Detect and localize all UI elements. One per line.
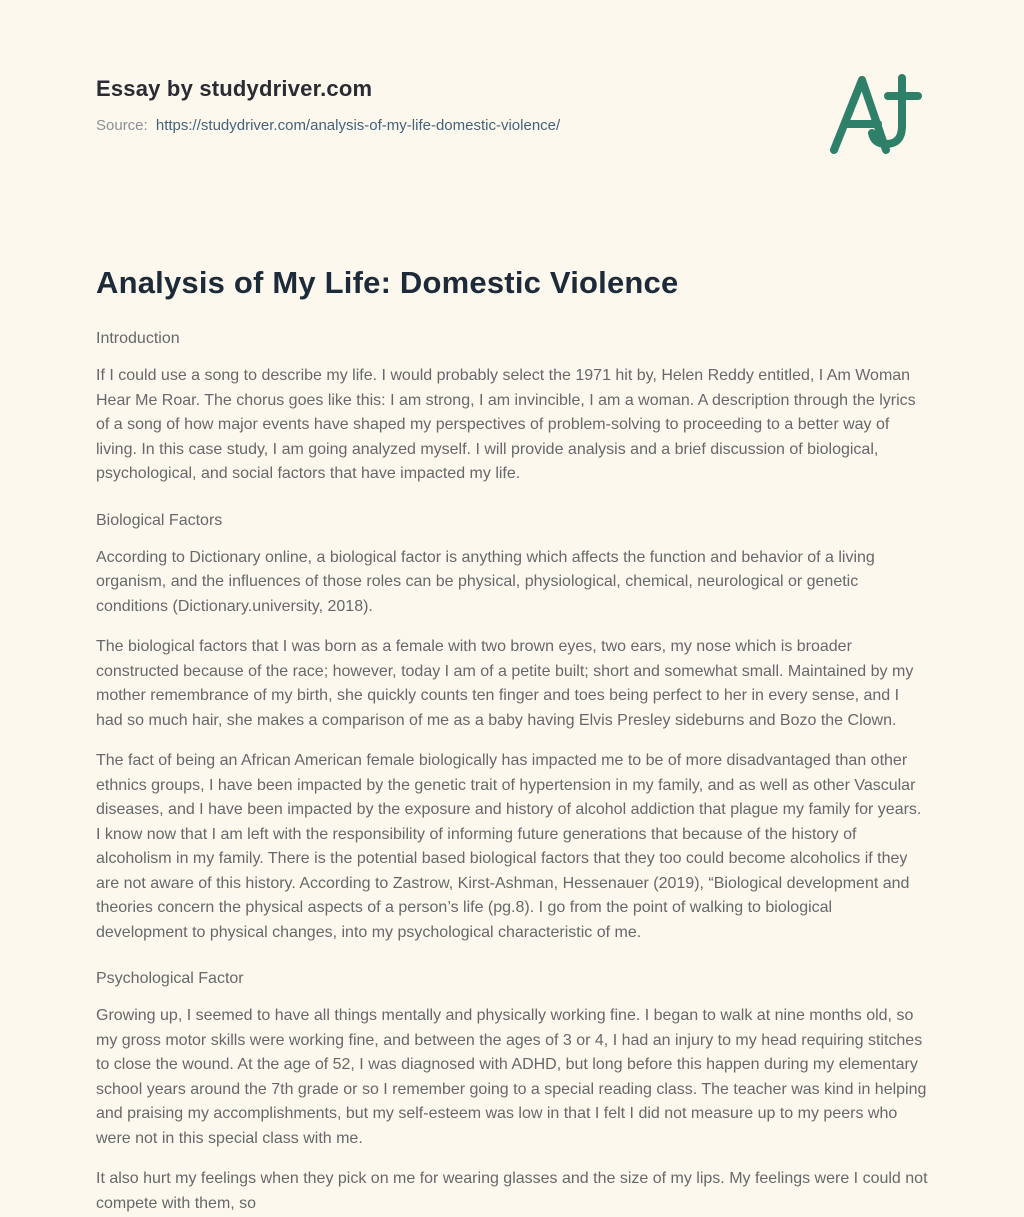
- essay-by-heading: Essay by studydriver.com: [96, 76, 373, 101]
- header-meta: [96, 76, 560, 134]
- section-heading: Biological Factors: [96, 511, 223, 529]
- source-label: Source:: [96, 117, 148, 134]
- paragraph: The biological factors that I was born as a female with two brown eyes, two ears, my nose which is broader constructed because of the race; however, today I am of a petite built; short and somewhat small. Maintained by my mother remembrance of my birth, she quickly counts ten finger and toes being perfect to her in every sense, and I had so much hair, she makes a comparison of me as a baby having Elvis Presley sideburns and Bozo the Clown.: [96, 638, 914, 729]
- paragraph: If I could use a song to describe my life. I would probably select the 1971 hit by, Helen Reddy entitled, I Am Woman Hear Me Roar. The chorus goes like this: I am strong, I am invincible, I am a woman. A description through the lyrics of a song of how major events have shaped my perspectives of problem-solving to proceeding to a better way of living. In this case study, I am going analyzed myself. I will provide analysis and a brief discussion of biological, psychological, and social factors that have impacted my life.: [96, 367, 916, 482]
- essay-body: [96, 265, 928, 1216]
- page-header: [96, 0, 928, 163]
- paragraph: Growing up, I seemed to have all things mentally and physically working fine. I began to walk at nine months old, so my gross motor skills were working fine, and between the ages of 3 or 4, I had an injury to my head requiring stitches to close the wound. At the age of 52, I was diagnosed with ADHD, but long before this happen during my elementary school years around the 7th grade or so I remember going to a special reading class. The teacher was kind in helping and praising my accomplishments, but my self-esteem was low in that I felt I did not measure up to my peers who were not in this special class with me.: [96, 1007, 927, 1147]
- essay-title: Analysis of My Life: Domestic Violence: [96, 265, 679, 300]
- section-heading: Psychological Factor: [96, 970, 244, 987]
- studydriver-logo-icon: [826, 70, 926, 163]
- section-introduction: [96, 330, 928, 487]
- source-line: [96, 117, 560, 134]
- paragraph: It also hurt my feelings when they pick on me for wearing glasses and the size of my lips. My feelings were I could not compete with them, so: [96, 1170, 928, 1212]
- source-url-link[interactable]: https://studydriver.com/analysis-of-my-life-domestic-violence/: [155, 117, 561, 134]
- section-psychological-factor: [96, 970, 928, 1216]
- section-heading: Introduction: [96, 330, 180, 347]
- section-biological-factors: [96, 512, 928, 946]
- paragraph: The fact of being an African American female biologically has impacted me to be of more disadvantaged than other ethnics groups, I have been impacted by the genetic trait of hypertension in my family, and as well as other Vascular diseases, and I have been impacted by the exposure and history of alcohol addiction that plague my family for years. I know now that I am left with the responsibility of informing future generations that because of the history of alcoholism in my family. There is the potential based biological factors that they too could become alcoholics if they are not aware of this history. According to Zastrow, Kirst-Ashman, Hessenauer (2019), “Biological development and theories concern the physical aspects of a person’s life (pg.8). I go from the point of walking to biological development to physical changes, into my psychological characteristic of me.: [96, 752, 922, 941]
- paragraph: According to Dictionary online, a biological factor is anything which affects the function and behavior of a living organism, and the influences of those roles can be physical, physiological, chemical, neurological or genetic conditions (Dictionary.university, 2018).: [96, 548, 875, 615]
